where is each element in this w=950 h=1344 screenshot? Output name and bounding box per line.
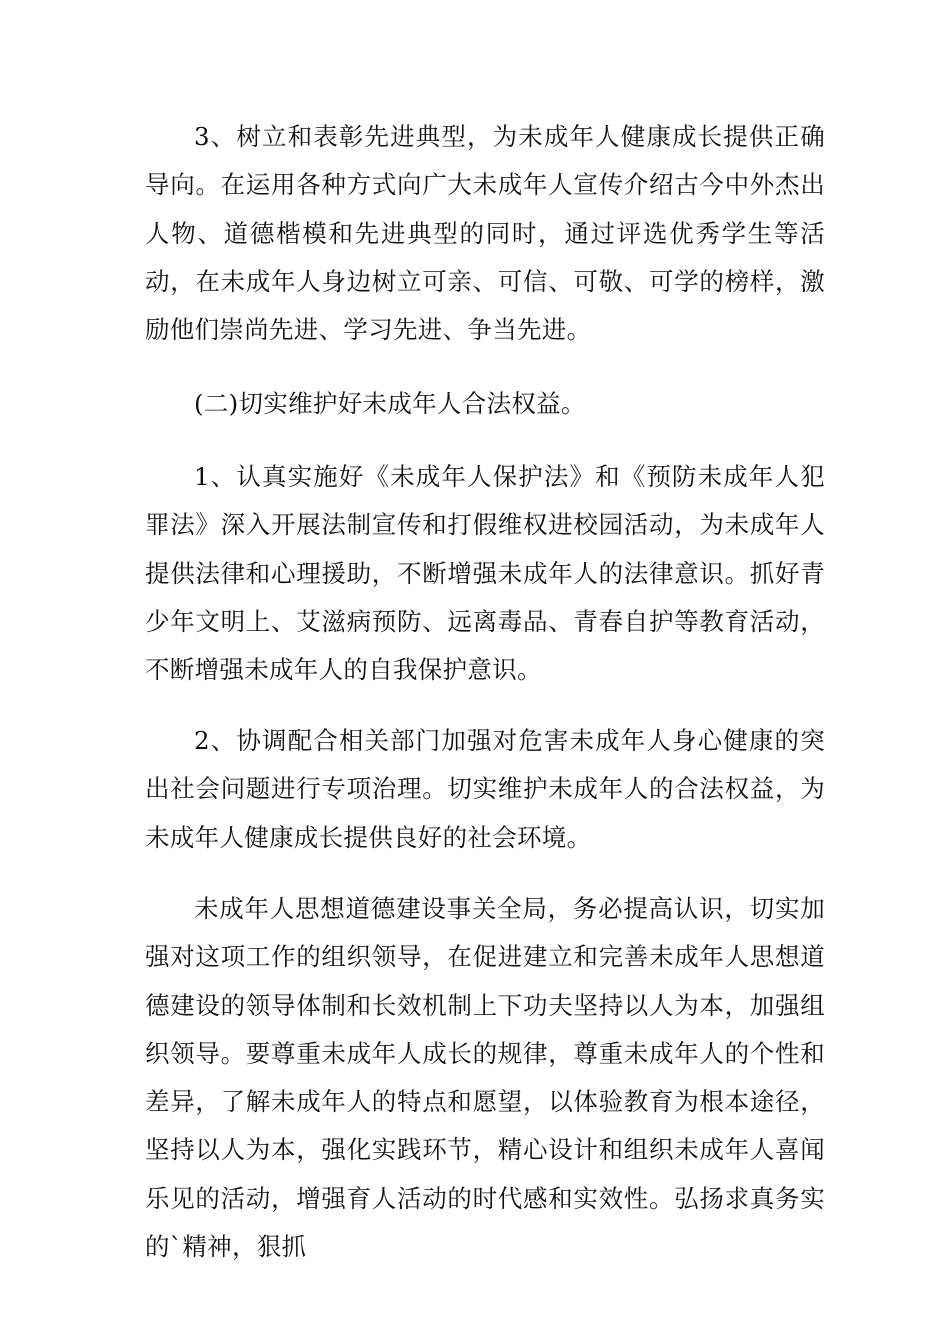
paragraph-item-3-role-models: 3、树立和表彰先进典型，为未成年人健康成长提供正确导向。在运用各种方式向广大未成年人宣传介绍古今中外杰出人物、道德楷模和先进典型的同时，通过评选优秀学生等活动，在未成年人身边树立可亲、可信、可敬、可学的榜样，激励他们崇尚先进、学习先进、争当先进。 [145,122,825,345]
section-heading-rights: (二)切实维护好未成年人合法权益。 [194,389,586,418]
paragraph-item-1-laws: 1、认真实施好《未成年人保护法》和《预防未成年人犯罪法》深入开展法制宣传和打假维权进校园活动，为未成年人提供法律和心理援助，不断增强未成年人的法律意识。抓好青少年文明上、艾滋病预防、远离毒品、青春自护等教育活动，不断增强未成年人的自我保护意识。 [145,462,825,685]
paragraph-leadership: 未成年人思想道德建设事关全局，务必提高认识，切实加强对这项工作的组织领导，在促进建立和完善未成年人思想道德建设的领导体制和长效机制上下功夫坚持以人为本，加强组织领导。要尊重未成年人成长的规律，尊重未成年人的个性和差异，了解未成年人的特点和愿望，以体验教育为根本途径，坚持以人为本，强化实践环节，精心设计和组织未成年人喜闻乐见的活动，增强育人活动的时代感和实效性。弘扬求真务实的`精神，狠抓 [145,894,825,1262]
paragraph-item-2-coordination: 2、协调配合相关部门加强对危害未成年人身心健康的突出社会问题进行专项治理。切实维护未成年人的合法权益，为未成年人健康成长提供良好的社会环境。 [145,726,825,852]
